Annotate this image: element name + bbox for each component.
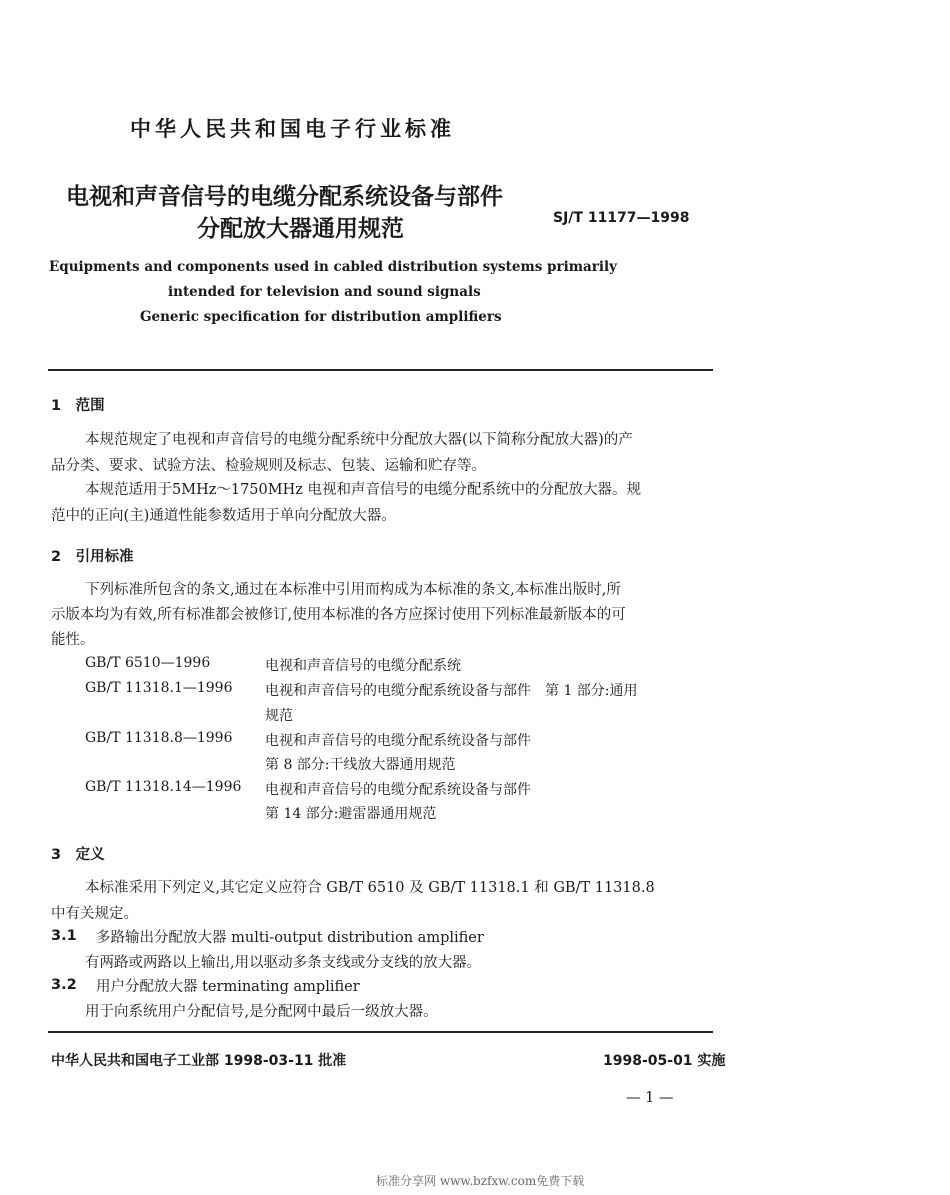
section3-heading: 3 定义 [51, 847, 105, 863]
section2-intro-line1: 下列标准所包含的条文,通过在本标准中引用而构成为本标准的条文,本标准出版时,所 [85, 582, 621, 598]
def2-text: 用于向系统用户分配信号,是分配网中最后一级放大器。 [85, 1004, 438, 1020]
ref-code: GB/T 11318.14—1996 [85, 779, 242, 795]
doc-title-line2: 分配放大器通用规范 [197, 216, 404, 242]
approval-line: 中华人民共和国电子工业部 1998-03-11 批准 [51, 1053, 347, 1069]
section1-heading: 1 范围 [51, 398, 105, 414]
standard-code: SJ/T 11177—1998 [553, 210, 690, 226]
section1-p1-line1: 本规范规定了电视和声音信号的电缆分配系统中分配放大器(以下简称分配放大器)的产 [85, 432, 633, 448]
industry-standard-heading: 中华人民共和国电子行业标准 [130, 117, 455, 141]
ref-title: 电视和声音信号的电缆分配系统设备与部件 [265, 782, 531, 798]
def1-number: 3.1 [51, 928, 77, 944]
section2-intro-line2: 示版本均为有效,所有标准都会被修订,使用本标准的各方应探讨使用下列标准最新版本的可 [51, 607, 626, 623]
ref-code: GB/T 11318.8—1996 [85, 730, 233, 746]
def1-text: 有两路或两路以上输出,用以驱动多条支线或分支线的放大器。 [85, 955, 482, 971]
section2-intro-line3: 能性。 [51, 632, 95, 648]
footer-divider [48, 1031, 713, 1033]
section2-heading: 2 引用标准 [51, 549, 134, 565]
section1-p1-line2: 品分类、要求、试验方法、检验规则及标志、包装、运输和贮存等。 [51, 458, 486, 474]
watermark-text: 标准分享网 www.bzfxw.com免费下载 [376, 1174, 585, 1188]
doc-title-line1: 电视和声音信号的电缆分配系统设备与部件 [66, 184, 503, 210]
section1-p2-line2: 范中的正向(主)通道性能参数适用于单向分配放大器。 [51, 508, 396, 524]
english-title-line1: Equipments and components used in cabled distribution systems primarily [49, 259, 617, 275]
def1-term: 多路输出分配放大器 multi-output distribution amplifier [96, 930, 484, 946]
ref-title-cont: 第 14 部分:避雷器通用规范 [265, 806, 437, 822]
header-divider [48, 369, 713, 371]
implementation-date: 1998-05-01 实施 [603, 1053, 726, 1069]
ref-code: GB/T 6510—1996 [85, 655, 211, 671]
english-title-line3: Generic specification for distribution amplifiers [140, 309, 502, 325]
section1-p2-line1: 本规范适用于5MHz～1750MHz 电视和声音信号的电缆分配系统中的分配放大器。规 [85, 482, 641, 498]
ref-code: GB/T 11318.1—1996 [85, 680, 233, 696]
ref-title: 电视和声音信号的电缆分配系统设备与部件 第 1 部分:通用 [265, 683, 638, 699]
section3-p1-line2: 中有关规定。 [51, 906, 138, 922]
page-number: — 1 — [626, 1090, 674, 1106]
ref-title: 电视和声音信号的电缆分配系统 [265, 658, 461, 674]
section3-p1-line1: 本标准采用下列定义,其它定义应符合 GB/T 6510 及 GB/T 11318.1 和 GB/T 11318.8 [85, 880, 655, 896]
def2-term: 用户分配放大器 terminating amplifier [96, 979, 360, 995]
ref-title-cont: 规范 [265, 708, 293, 724]
ref-title: 电视和声音信号的电缆分配系统设备与部件 [265, 733, 531, 749]
english-title-line2: intended for television and sound signals [168, 284, 481, 300]
ref-title-cont: 第 8 部分:干线放大器通用规范 [265, 757, 456, 773]
def2-number: 3.2 [51, 977, 77, 993]
